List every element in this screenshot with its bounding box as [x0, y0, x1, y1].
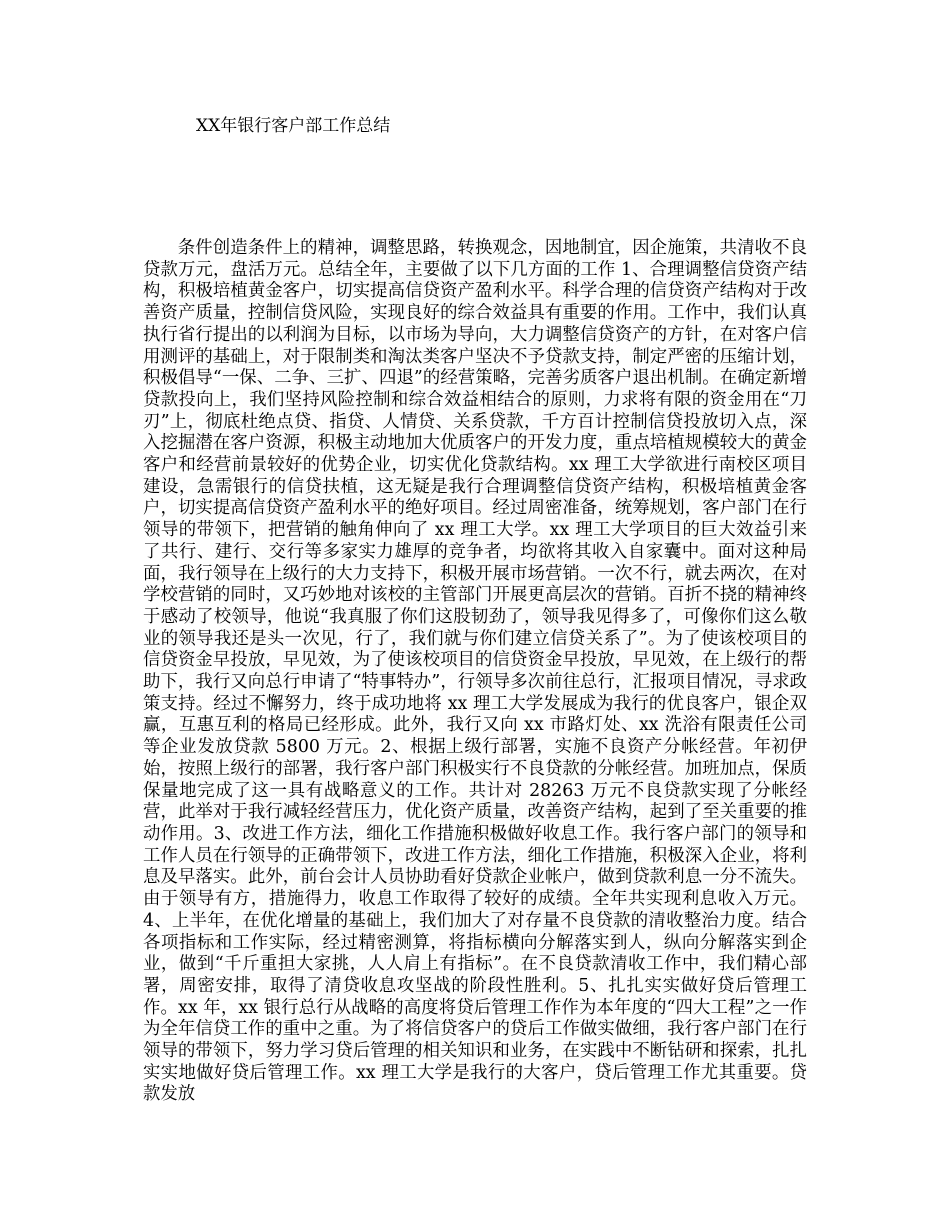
document-body-paragraph: 条件创造条件上的精神，调整思路，转换观念，因地制宜，因企施策，共清收不良贷款万元，盘活万元。总结全年，主要做了以下几方面的工作 1、合理调整信贷资产结构，积极培植黄金客户，切实提高信贷资产盈利水平。科学合理的信贷资产结构对于改善资产质量，控制信贷风险，实现良好的综合效益具有重要的作用。工作中，我们认真执行省行提出的以利润为目标，以市场为导向，大力调整信贷资产的方针，在对客户信用测评的基础上，对于限制类和淘汰类客户坚决不予贷款支持，制定严密的压缩计划，积极倡导“一保、二争、三扩、四退”的经营策略，完善劣质客户退出机制。在确定新增贷款投向上，我们坚持风险控制和综合效益相结合的原则，力求将有限的资金用在“刀刃”上，彻底杜绝点贷、指贷、人情贷、关系贷款，千方百计控制信贷投放切入点，深入挖掘潜在客户资源，积极主动地加大优质客户的开发力度，重点培植规模较大的黄金客户和经营前景较好的优势企业，切实优化贷款结构。xx 理工大学欲进行南校区项目建设，急需银行的信贷扶植，这无疑是我行合理调整信贷资产结构，积极培植黄金客户，切实提高信贷资产盈利水平的绝好项目。经过周密准备，统筹规划，客户部门在行领导的带领下，把营销的触角伸向了 xx 理工大学。xx 理工大学项目的巨大效益引来了共行、建行、交行等多家实力雄厚的竞争者，均欲将其收入自家囊中。面对这种局面，我行领导在上级行的大力支持下，积极开展市场营销。一次不行，就去两次，在对学校营销的同时，又巧妙地对该校的主管部门开展更高层次的营销。百折不挠的精神终于感动了校领导，他说“我真服了你们这股韧劲了，领导我见得多了，可像你们这么敬业的领导我还是头一次见，行了，我们就与你们建立信贷关系了”。为了使该校项目的信贷资金早投放，早见效，为了使该校项目的信贷资金早投放，早见效，在上级行的帮助下，我行又向总行申请了“特事特办”，行领导多次前往总行，汇报项目情况，寻求政策支持。经过不懈努力，终于成功地将 xx 理工大学发展成为我行的优良客户，银企双赢，互惠互利的格局已经形成。此外，我行又向 xx 市路灯处、xx 洗浴有限责任公司等企业发放贷款 5800 万元。2、根据上级行部署，实施不良资产分帐经营。年初伊始，按照上级行的部署，我行客户部门积极实行不良贷款的分帐经营。加班加点，保质保量地完成了这一具有战略意义的工作。共计对 28263 万元不良贷款实现了分帐经营，此举对于我行减轻经营压力，优化资产质量，改善资产结构，起到了至关重要的推动作用。3、改进工作方法，细化工作措施积极做好收息工作。我行客户部门的领导和工作人员在行领导的正确带领下，改进工作方法，细化工作措施，积极深入企业，将利息及早落实。此外，前台会计人员协助看好贷款企业帐户，做到贷款利息一分不流失。由于领导有方，措施得力，收息工作取得了较好的成绩。全年共实现利息收入万元。4、上半年，在优化增量的基础上，我们加大了对存量不良贷款的清收整治力度。结合各项指标和工作实际，经过精密测算，将指标横向分解落实到人，纵向分解落实到企业，做到“千斤重担大家挑，人人肩上有指标”。在不良贷款清收工作中，我们精心部署，周密安排，取得了清贷收息攻坚战的阶段性胜利。5、扎扎实实做好贷后管理工作。xx 年，xx 银行总行从战略的高度将贷后管理工作作为本年度的“四大工程”之一作为全年信贷工作的重中之重。为了将信贷客户的贷后工作做实做细，我行客户部门在行领导的带领下，努力学习贷后管理的相关知识和业务，在实践中不断钻研和探索，扎扎实实地做好贷后管理工作。xx 理工大学是我行的大客户，贷后管理工作尤其重要。贷款发放 [143, 238, 807, 1105]
document-title: XX年银行客户部工作总结 [196, 116, 391, 136]
